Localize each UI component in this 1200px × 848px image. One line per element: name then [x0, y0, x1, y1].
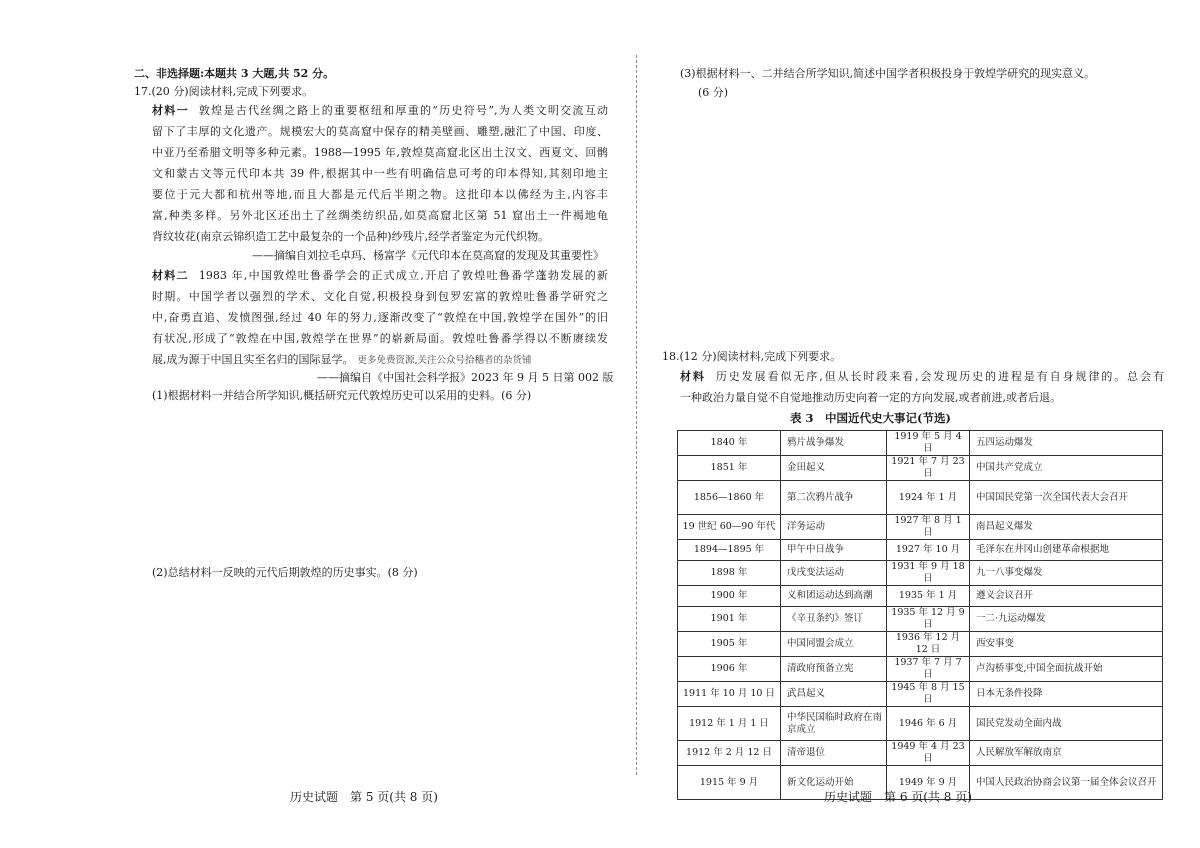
table-cell-year-left: 1906 年 — [678, 657, 781, 682]
q17-sub2: (2)总结材料一反映的元代后期敦煌的历史事实。(8 分) — [152, 566, 418, 579]
table-row — [678, 682, 1163, 707]
table-cell-event-left: 《辛丑条约》签订 — [781, 607, 887, 632]
table-caption: 表 3 中国近代史大事记(节选) — [790, 411, 951, 425]
table-cell-event-right: 国民党发动全面内战 — [970, 707, 1163, 741]
table-cell-year-left: 1905 年 — [678, 632, 781, 657]
table-cell-event-right: 九一八事变爆发 — [970, 561, 1163, 586]
q17-stem: 17.(20 分)阅读材料,完成下列要求。 — [134, 85, 314, 98]
table-row — [678, 707, 1163, 741]
table-cell-event-left: 新文化运动开始 — [781, 766, 887, 800]
table-cell-date-right: 1931 年 9 月 18 日 — [887, 561, 970, 586]
q17-sub1: (1)根据材料一并结合所学知识,概括研究元代敦煌历史可以采用的史料。(6 分) — [152, 389, 532, 402]
table-cell-event-right: 遵义会议召开 — [970, 586, 1163, 607]
table-cell-event-right: 中国人民政治协商会议第一届全体会议召开 — [970, 766, 1163, 800]
table-cell-event-left: 中国同盟会成立 — [781, 632, 887, 657]
table-cell-date-right: 1919 年 5 月 4 日 — [887, 431, 970, 456]
table-cell-event-right: 卢沟桥事变,中国全面抗战开始 — [970, 657, 1163, 682]
table-cell-date-right: 1935 年 1 月 — [887, 586, 970, 607]
section-heading: 二、非选择题:本题共 3 大题,共 52 分。 — [134, 67, 335, 80]
page-divider — [636, 55, 637, 775]
table-cell-year-left: 1900 年 — [678, 586, 781, 607]
material2-line: 材料二 1983 年,中国敦煌吐鲁番学会的正式成立,开启了敦煌吐鲁番学蓬勃发展的新 — [152, 269, 609, 282]
table-cell-event-left: 武昌起义 — [781, 682, 887, 707]
table-row — [678, 481, 1163, 515]
material1-label: 材料一 — [152, 104, 189, 117]
table-cell-event-right: 一二·九运动爆发 — [970, 607, 1163, 632]
table-cell-event-right: 中国国民党第一次全国代表大会召开 — [970, 481, 1163, 515]
table-cell-event-right: 五四运动爆发 — [970, 431, 1163, 456]
history-timeline-table — [677, 430, 1163, 800]
material1-line: 留下了丰厚的文化遗产。规模宏大的莫高窟中保存的精美壁画、雕塑,融汇了中国、印度、 — [152, 125, 608, 138]
table-cell-date-right: 1949 年 4 月 23 日 — [887, 741, 970, 766]
table-cell-year-left: 1898 年 — [678, 561, 781, 586]
table-cell-year-left: 1911 年 10 月 10 日 — [678, 682, 781, 707]
table-cell-year-left: 1894—1895 年 — [678, 540, 781, 561]
q18-material-line: 材料 历史发展看似无序,但从长时段来看,会发现历史的进程是有自身规律的。总会有 — [680, 370, 1164, 383]
table-row — [678, 431, 1163, 456]
table-cell-year-left: 1856—1860 年 — [678, 481, 781, 515]
table-cell-year-left: 19 世纪 60—90 年代 — [678, 515, 781, 540]
table-row — [678, 456, 1163, 481]
material2-label: 材料二 — [152, 269, 189, 282]
table-cell-date-right: 1927 年 10 月 — [887, 540, 970, 561]
table-cell-event-left: 清帝退位 — [781, 741, 887, 766]
table-cell-event-left: 洋务运动 — [781, 515, 887, 540]
table-row — [678, 586, 1163, 607]
table-cell-year-left: 1840 年 — [678, 431, 781, 456]
material2-source: ——摘编自《中国社会科学报》2023 年 9 月 5 日第 002 版 — [317, 371, 614, 384]
table-row — [678, 561, 1163, 586]
table-cell-event-left: 鸦片战争爆发 — [781, 431, 887, 456]
material2-line: 时期。中国学者以强烈的学术、文化自觉,积极投身到包罗宏富的敦煌吐鲁番学研究之 — [152, 290, 608, 303]
table-cell-year-left: 1912 年 1 月 1 日 — [678, 707, 781, 741]
table-cell-year-left: 1901 年 — [678, 607, 781, 632]
q18-stem: 18.(12 分)阅读材料,完成下列要求。 — [662, 350, 842, 363]
table-cell-event-left: 中华民国临时政府在南京成立 — [781, 707, 887, 741]
table-row — [678, 515, 1163, 540]
material1-source: ——摘编自刘拉毛卓玛、杨富学《元代印本在莫高窟的发现及其重要性》 — [252, 249, 604, 262]
table-cell-date-right: 1935 年 12 月 9 日 — [887, 607, 970, 632]
table-cell-event-right: 中国共产党成立 — [970, 456, 1163, 481]
material1-line: 中亚乃至希腊文明等多种元素。1988—1995 年,敦煌莫高窟北区出土汉文、西夏文、回鹘 — [152, 146, 608, 159]
material1-line: 要位于元大都和杭州等地,而且大都是元代后半期之物。这批印本以佛经为主,内容丰 — [152, 188, 608, 201]
table-row — [678, 540, 1163, 561]
q18-material-label: 材料 — [680, 370, 706, 383]
table-cell-date-right: 1921 年 7 月 23 日 — [887, 456, 970, 481]
table-row — [678, 632, 1163, 657]
table-cell-event-left: 清政府预备立宪 — [781, 657, 887, 682]
table-row — [678, 607, 1163, 632]
q18-material-line: 一种政治力量自觉不自觉地推动历史向着一定的方向发展,或者前进,或者后退。 — [680, 391, 1061, 404]
material1-line: 富,种类多样。另外北区还出土了丝绸类纺织品,如莫高窟北区第 51 窟出土一件褐地龟 — [152, 209, 608, 222]
table-cell-event-left: 甲午中日战争 — [781, 540, 887, 561]
table-cell-date-right: 1937 年 7 月 7 日 — [887, 657, 970, 682]
table-cell-event-right: 毛泽东在井冈山创建革命根据地 — [970, 540, 1163, 561]
table-cell-event-left: 金田起义 — [781, 456, 887, 481]
table-cell-event-left: 戊戌变法运动 — [781, 561, 887, 586]
table-cell-event-right: 日本无条件投降 — [970, 682, 1163, 707]
material2-line: 有状况,形成了“敦煌在中国,敦煌学在世界”的崭新局面。敦煌吐鲁番学得以不断赓续发 — [152, 332, 608, 345]
table-cell-event-right: 西安事变 — [970, 632, 1163, 657]
page-footer-right: 历史试题 第 6 页(共 8 页) — [824, 790, 972, 804]
table-cell-date-right: 1924 年 1 月 — [887, 481, 970, 515]
q17-sub3: (3)根据材料一、二并结合所学知识,简述中国学者积极投身于敦煌学研究的现实意义。 — [680, 67, 1096, 80]
q17-sub3-score: (6 分) — [698, 86, 729, 99]
table-cell-year-left: 1915 年 9 月 — [678, 766, 781, 800]
material1-line: 材料一 敦煌是古代丝绸之路上的重要枢纽和厚重的“历史符号”,为人类文明交流互动 — [152, 104, 608, 117]
table-cell-year-left: 1851 年 — [678, 456, 781, 481]
table-row — [678, 657, 1163, 682]
table-row — [678, 741, 1163, 766]
table-cell-date-right: 1945 年 8 月 15 日 — [887, 682, 970, 707]
page-footer-left: 历史试题 第 5 页(共 8 页) — [290, 790, 438, 804]
table-cell-event-right: 人民解放军解放南京 — [970, 741, 1163, 766]
material1-line: 文和蒙古文等元代印本共 39 件,根据其中一些有明确信息可考的印本得知,其刻印地主 — [152, 167, 608, 180]
table-cell-event-left: 义和团运动达到高潮 — [781, 586, 887, 607]
table-cell-year-left: 1912 年 2 月 12 日 — [678, 741, 781, 766]
material2-line: 中,奋勇直追、发愤图强,经过 40 年的努力,逐渐改变了“敦煌在中国,敦煌学在国外”的旧 — [152, 311, 608, 324]
table-cell-date-right: 1946 年 6 月 — [887, 707, 970, 741]
material2-line: 展,成为源于中国且实至名归的国际显学。 更多免费资源,关注公众号拾穗者的杂货铺 — [152, 353, 532, 366]
material1-line: 背纹妆花(南京云锦织造工艺中最复杂的一个品种)纱残片,经学者鉴定为元代织物。 — [152, 230, 550, 243]
table-cell-date-right: 1949 年 9 月 — [887, 766, 970, 800]
table-cell-date-right: 1936 年 12 月 12 日 — [887, 632, 970, 657]
table-cell-event-right: 南昌起义爆发 — [970, 515, 1163, 540]
watermark-text: 更多免费资源,关注公众号拾穗者的杂货铺 — [357, 355, 532, 366]
table-cell-date-right: 1927 年 8 月 1 日 — [887, 515, 970, 540]
table-cell-event-left: 第二次鸦片战争 — [781, 481, 887, 515]
